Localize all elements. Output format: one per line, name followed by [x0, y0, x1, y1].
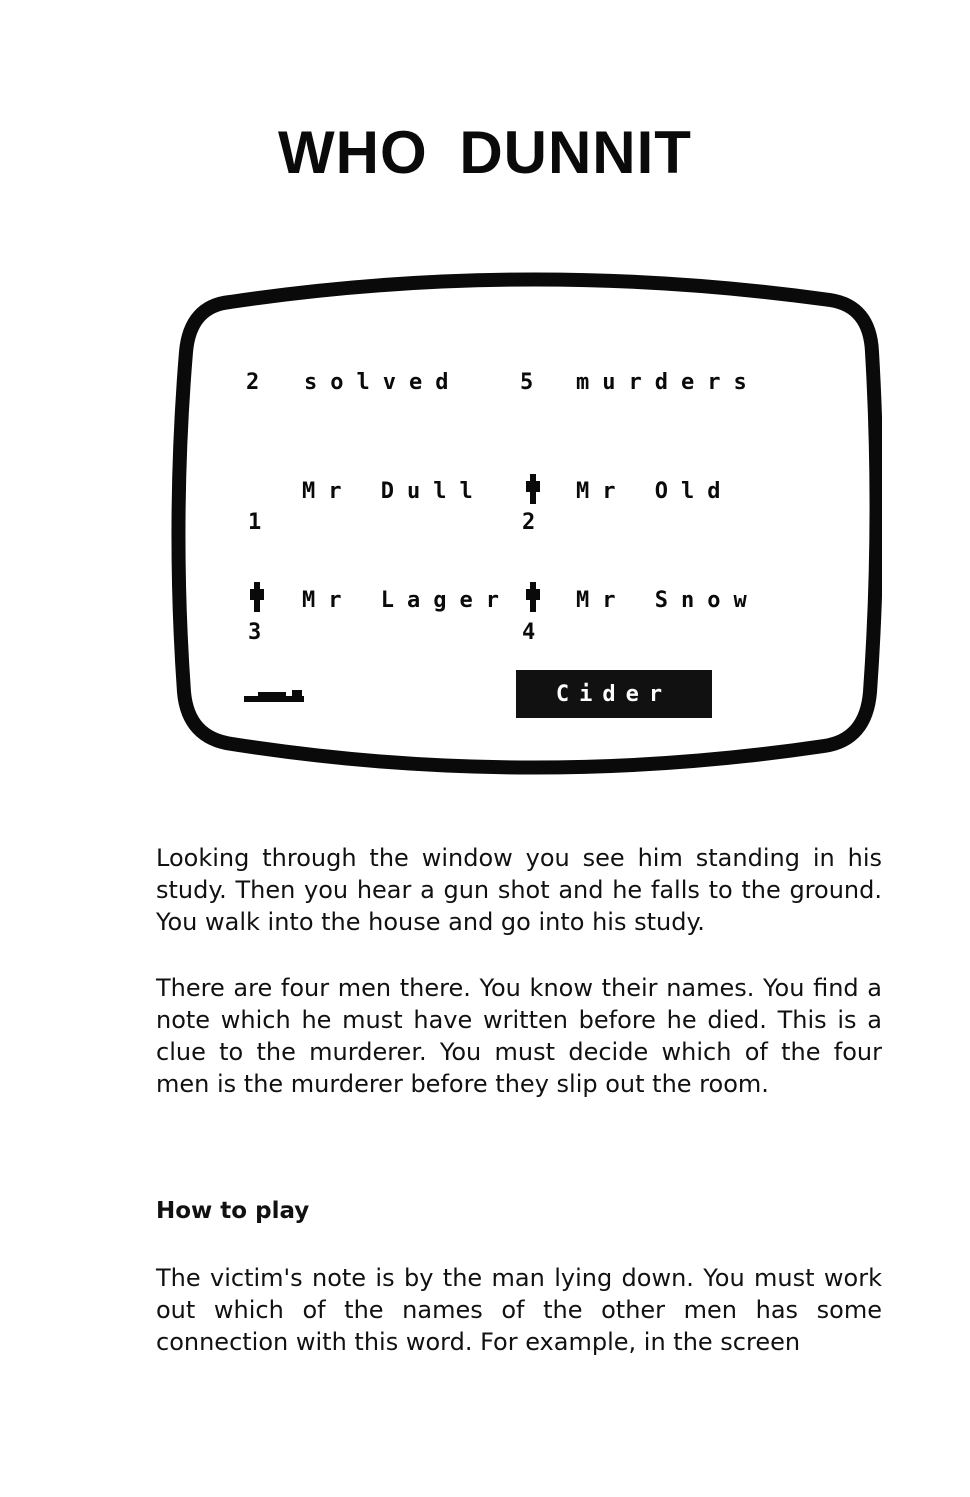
suspect-4-name: Mr Snow [576, 588, 760, 613]
how-to-play-paragraph: The victim's note is by the man lying down. You must work out which of the names of the other men has some connection with this word. For example, in the screen [156, 1264, 882, 1356]
standing-man-icon [250, 582, 264, 612]
suspect-2-number: 2 [522, 510, 549, 535]
standing-man-icon [526, 582, 540, 612]
victim-note-text: Cider [555, 681, 673, 707]
page-title: WHO DUNNIT [278, 119, 692, 186]
solved-count: 2 [246, 370, 273, 395]
suspect-4-number: 4 [522, 620, 549, 645]
suspect-2-name: Mr Old [576, 479, 734, 504]
lying-victim-icon [244, 688, 304, 704]
solved-label: solved [304, 370, 462, 395]
suspect-1-name: Mr Dull [302, 479, 486, 504]
suspect-1-number: 1 [248, 510, 275, 535]
suspect-3-number: 3 [248, 620, 275, 645]
victim-note [516, 670, 712, 718]
how-to-play-heading: How to play [156, 1198, 310, 1224]
game-screen [170, 262, 882, 782]
standing-man-icon [526, 474, 540, 504]
intro-paragraph-2: There are four men there. You know their names. You find a note which he must have written before he died. This is a clue to the murderer. You must decide which of the four men is the murderer before they slip out the room. [156, 974, 882, 1098]
intro-paragraph-1: Looking through the window you see him standing in his study. Then you hear a gun shot and he falls to the ground. You walk into the house and go into his study. [156, 844, 882, 936]
murders-label: murders [576, 370, 760, 395]
suspect-3-name: Mr Lager [302, 588, 512, 613]
murders-count: 5 [520, 370, 547, 395]
